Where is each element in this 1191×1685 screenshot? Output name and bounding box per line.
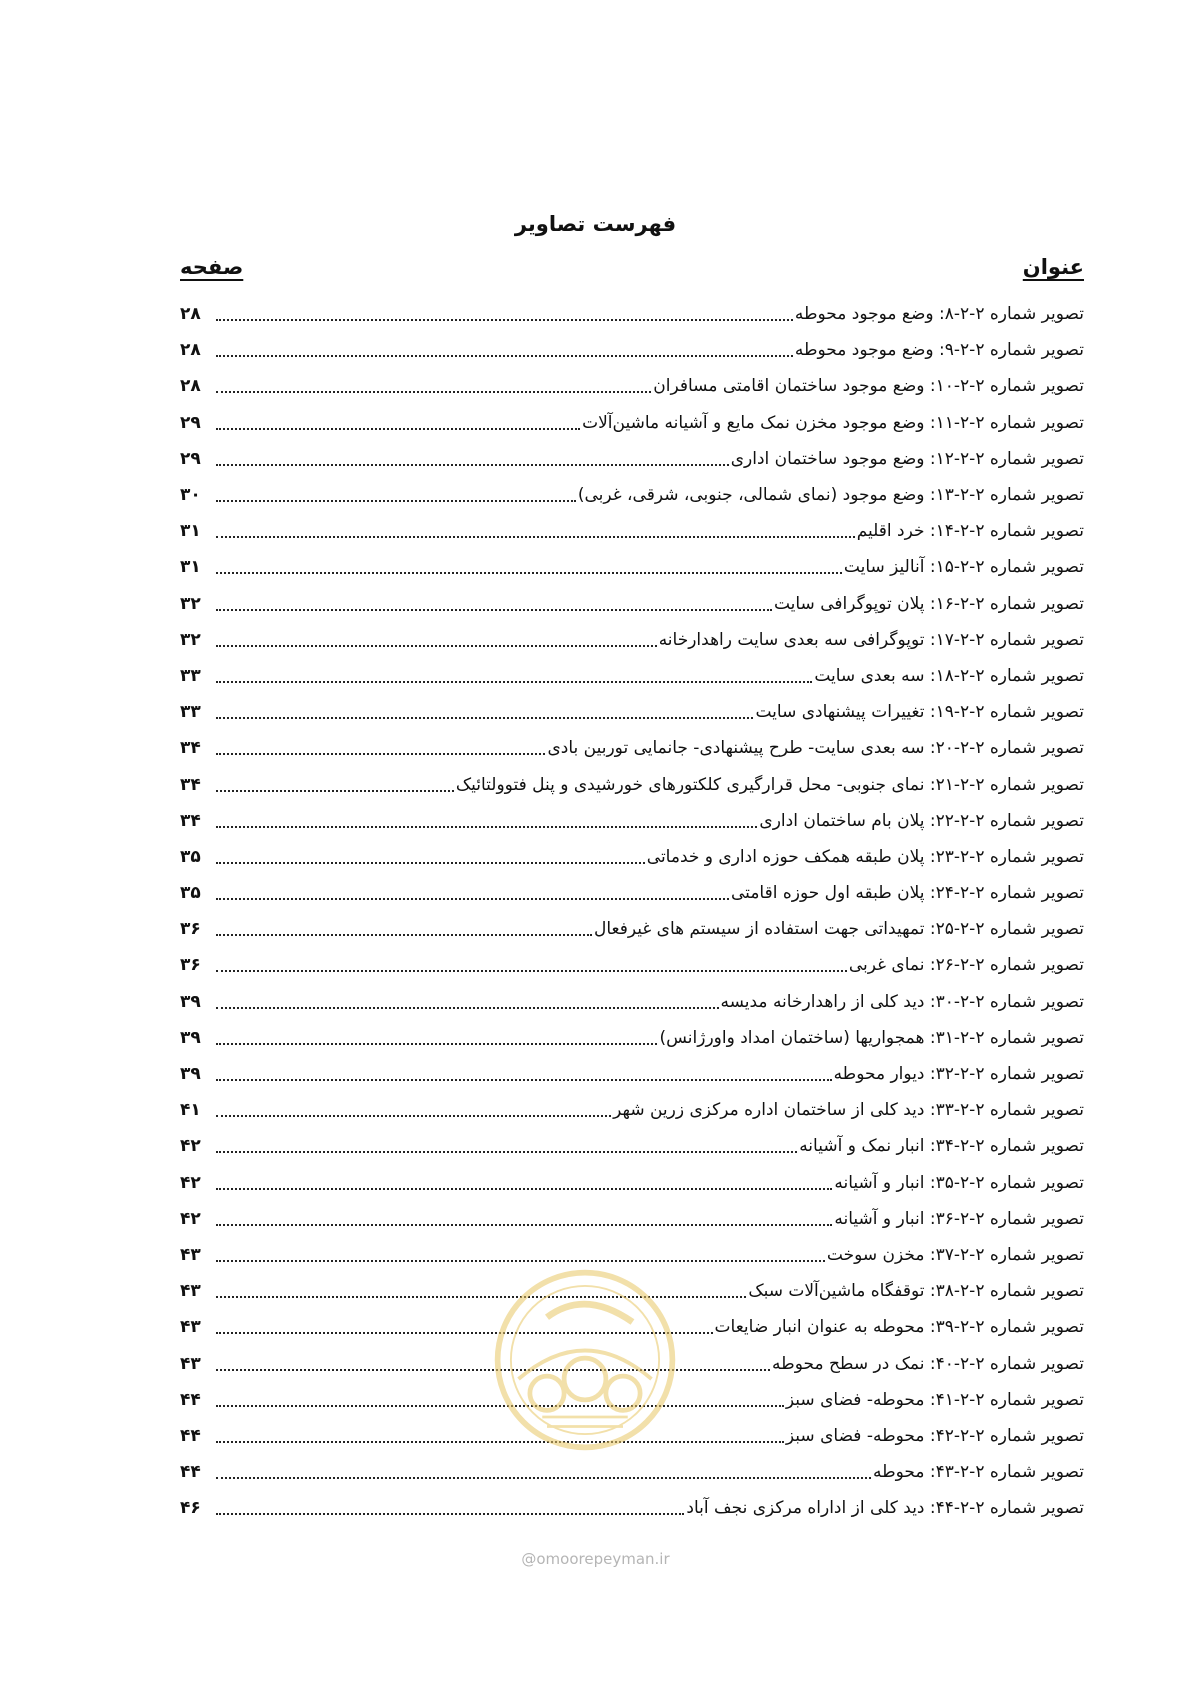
toc-row[interactable] bbox=[180, 875, 1084, 911]
toc-page-number: ۳۴ bbox=[180, 774, 201, 795]
toc-page-number: ۳۵ bbox=[180, 846, 201, 867]
toc-entry-label: تصویر شماره ۲-۲-۹: وضع موجود محوطه bbox=[794, 340, 1084, 361]
dot-leader bbox=[216, 518, 855, 538]
toc-entry-label: تصویر شماره ۲-۲-۱۱: وضع موجود مخزن نمک مایع و آشیانه ماشین‌آلات bbox=[582, 412, 1084, 433]
page-title: فهرست تصاویر bbox=[514, 212, 677, 236]
toc-row[interactable] bbox=[180, 1056, 1084, 1092]
toc-page-number: ۲۸ bbox=[180, 340, 201, 361]
toc-row[interactable] bbox=[180, 513, 1084, 549]
toc-entry-label: تصویر شماره ۲-۲-۴۱: محوطه- فضای سبز bbox=[785, 1389, 1084, 1410]
dot-leader bbox=[216, 989, 719, 1009]
toc-entry-label: تصویر شماره ۲-۲-۳۲: دیوار محوطه bbox=[833, 1064, 1084, 1085]
toc-entry-label: تصویر شماره ۲-۲-۱۷: توپوگرافی سه بعدی سایت راهدارخانه bbox=[658, 629, 1084, 650]
toc-page-number: ۳۰ bbox=[180, 485, 201, 506]
toc-row[interactable] bbox=[180, 405, 1084, 441]
dot-leader bbox=[216, 591, 772, 611]
toc-entry-label: تصویر شماره ۲-۲-۱۲: وضع موجود ساختمان اداری bbox=[730, 448, 1084, 469]
toc-page-number: ۴۶ bbox=[180, 1498, 201, 1519]
toc-page-number: ۴۲ bbox=[180, 1136, 201, 1157]
toc-page-number: ۳۱ bbox=[180, 521, 201, 542]
toc-row[interactable] bbox=[180, 1201, 1084, 1237]
toc-page-number: ۳۹ bbox=[180, 1064, 201, 1085]
toc-row[interactable] bbox=[180, 1454, 1084, 1490]
toc-page-number: ۲۸ bbox=[180, 304, 201, 325]
toc-row[interactable] bbox=[180, 694, 1084, 730]
toc-entry-label: تصویر شماره ۲-۲-۲۲: پلان بام ساختمان اداری bbox=[759, 810, 1084, 831]
toc-entry-label: تصویر شماره ۲-۲-۱۵: آنالیز سایت bbox=[843, 557, 1084, 578]
dot-leader bbox=[216, 1242, 825, 1262]
toc-page-number: ۳۱ bbox=[180, 557, 201, 578]
toc-entry-label: تصویر شماره ۲-۲-۸: وضع موجود محوطه bbox=[794, 304, 1084, 325]
dot-leader bbox=[216, 337, 793, 357]
toc-page-number: ۴۱ bbox=[180, 1100, 201, 1121]
dot-leader bbox=[216, 482, 576, 502]
toc-row[interactable] bbox=[180, 1020, 1084, 1056]
toc-page-number: ۳۲ bbox=[180, 593, 201, 614]
dot-leader bbox=[216, 446, 729, 466]
toc-page-number: ۴۲ bbox=[180, 1172, 201, 1193]
dot-leader bbox=[216, 410, 580, 430]
toc-row[interactable] bbox=[180, 803, 1084, 839]
dot-leader bbox=[216, 1133, 797, 1153]
toc-row[interactable] bbox=[180, 839, 1084, 875]
toc-page-number: ۴۳ bbox=[180, 1244, 201, 1265]
toc-entry-label: تصویر شماره ۲-۲-۲۴: پلان طبقه اول حوزه اقامتی bbox=[731, 883, 1084, 904]
toc-page-number: ۳۳ bbox=[180, 665, 201, 686]
toc-entry-label: تصویر شماره ۲-۲-۳۳: دید کلی از ساختمان اداره مرکزی زرین شهر bbox=[613, 1100, 1084, 1121]
toc-entry-label: تصویر شماره ۲-۲-۳۵: انبار و آشیانه bbox=[834, 1172, 1084, 1193]
toc-row[interactable] bbox=[180, 441, 1084, 477]
dot-leader bbox=[216, 772, 454, 792]
toc-page-number: ۳۴ bbox=[180, 810, 201, 831]
toc-row[interactable] bbox=[180, 1092, 1084, 1128]
toc-page-number: ۴۲ bbox=[180, 1208, 201, 1229]
toc-row[interactable] bbox=[180, 658, 1084, 694]
toc-entry-label: تصویر شماره ۲-۲-۴۰: نمک در سطح محوطه bbox=[772, 1353, 1084, 1374]
toc-entry-label: تصویر شماره ۲-۲-۲۵: تمهیداتی جهت استفاده از سیستم های غیرفعال bbox=[593, 919, 1084, 940]
toc-entry-label: تصویر شماره ۲-۲-۲۰: سه بعدی سایت- طرح پیشنهادی- جانمایی توربین بادی bbox=[547, 738, 1084, 759]
toc-row[interactable] bbox=[180, 766, 1084, 802]
toc-page-number: ۳۹ bbox=[180, 1027, 201, 1048]
toc-entry-label: تصویر شماره ۲-۲-۲۱: نمای جنوبی- محل قرارگیری کلکتورهای خورشیدی و پنل فتوولتائیک bbox=[455, 774, 1084, 795]
toc-entry-label: تصویر شماره ۲-۲-۱۴: خرد اقلیم bbox=[856, 521, 1084, 542]
toc-page-number: ۴۳ bbox=[180, 1317, 201, 1338]
dot-leader bbox=[216, 916, 592, 936]
dot-leader bbox=[216, 735, 545, 755]
watermark-site-text: @omoorepeyman.ir bbox=[521, 1550, 670, 1568]
toc-entry-label: تصویر شماره ۲-۲-۱۳: وضع موجود (نمای شمالی، جنوبی، شرقی، غربی) bbox=[577, 485, 1084, 506]
toc-entry-label: تصویر شماره ۲-۲-۳۸: توقفگاه ماشین‌آلات سبک bbox=[748, 1281, 1084, 1302]
dot-leader bbox=[216, 1061, 832, 1081]
dot-leader bbox=[216, 1495, 684, 1515]
toc-row[interactable] bbox=[180, 1165, 1084, 1201]
gear-seal-logo-icon bbox=[490, 1265, 680, 1455]
toc-row[interactable] bbox=[180, 586, 1084, 622]
toc-entry-label: تصویر شماره ۲-۲-۴۳: محوطه bbox=[872, 1462, 1084, 1483]
toc-row[interactable] bbox=[180, 549, 1084, 585]
dot-leader bbox=[216, 301, 793, 321]
toc-page-number: ۴۴ bbox=[180, 1462, 201, 1483]
toc-row[interactable] bbox=[180, 622, 1084, 658]
toc-page-number: ۲۹ bbox=[180, 448, 201, 469]
toc-row[interactable] bbox=[180, 984, 1084, 1020]
toc-row[interactable] bbox=[180, 1128, 1084, 1164]
column-header-page: صفحه bbox=[180, 255, 244, 279]
toc-row[interactable] bbox=[180, 332, 1084, 368]
toc-page-number: ۳۶ bbox=[180, 955, 201, 976]
dot-leader bbox=[216, 1459, 871, 1479]
dot-leader bbox=[216, 663, 812, 683]
toc-row[interactable] bbox=[180, 1490, 1084, 1526]
toc-entry-label: تصویر شماره ۲-۲-۱۹: تغییرات پیشنهادی سایت bbox=[755, 702, 1084, 723]
toc-page-number: ۳۶ bbox=[180, 919, 201, 940]
toc-entry-label: تصویر شماره ۲-۲-۲۶: نمای غربی bbox=[848, 955, 1084, 976]
toc-page-number: ۲۸ bbox=[180, 376, 201, 397]
toc-page-number: ۳۹ bbox=[180, 991, 201, 1012]
dot-leader bbox=[216, 880, 729, 900]
dot-leader bbox=[216, 1170, 832, 1190]
toc-entry-label: تصویر شماره ۲-۲-۱۸: سه بعدی سایت bbox=[814, 665, 1084, 686]
toc-row[interactable] bbox=[180, 477, 1084, 513]
column-header-title: عنوان bbox=[1022, 255, 1084, 279]
dot-leader bbox=[216, 1206, 832, 1226]
toc-row[interactable] bbox=[180, 911, 1084, 947]
dot-leader bbox=[216, 808, 757, 828]
toc-entry-label: تصویر شماره ۲-۲-۱۰: وضع موجود ساختمان اقامتی مسافران bbox=[653, 376, 1084, 397]
toc-row[interactable] bbox=[180, 296, 1084, 332]
dot-leader bbox=[216, 844, 645, 864]
toc-page-number: ۴۴ bbox=[180, 1389, 201, 1410]
toc-entry-label: تصویر شماره ۲-۲-۳۶: انبار و آشیانه bbox=[834, 1208, 1084, 1229]
toc-entry-label: تصویر شماره ۲-۲-۳۹: محوطه به عنوان انبار ضایعات bbox=[714, 1317, 1084, 1338]
toc-page-number: ۳۳ bbox=[180, 702, 201, 723]
toc-entry-label: تصویر شماره ۲-۲-۳۴: انبار نمک و آشیانه bbox=[799, 1136, 1084, 1157]
toc-page-number: ۳۴ bbox=[180, 738, 201, 759]
toc-row[interactable] bbox=[180, 368, 1084, 404]
toc-entry-label: تصویر شماره ۲-۲-۱۶: پلان توپوگرافی سایت bbox=[773, 593, 1084, 614]
dot-leader bbox=[216, 699, 753, 719]
toc-entry-label: تصویر شماره ۲-۲-۳۷: مخزن سوخت bbox=[826, 1244, 1084, 1265]
toc-row[interactable] bbox=[180, 730, 1084, 766]
toc-entry-label: تصویر شماره ۲-۲-۳۱: همجواریها (ساختمان امداد واورژانس) bbox=[659, 1027, 1084, 1048]
toc-page-number: ۳۲ bbox=[180, 629, 201, 650]
toc-page-number: ۲۹ bbox=[180, 412, 201, 433]
toc-entry-label: تصویر شماره ۲-۲-۳۰: دید کلی از راهدارخانه مدیسه bbox=[720, 991, 1084, 1012]
dot-leader bbox=[216, 1025, 657, 1045]
dot-leader bbox=[216, 1097, 611, 1117]
toc-entry-label: تصویر شماره ۲-۲-۴۲: محوطه- فضای سبز bbox=[785, 1425, 1084, 1446]
toc-page-number: ۴۳ bbox=[180, 1281, 201, 1302]
dot-leader bbox=[216, 627, 657, 647]
dot-leader bbox=[216, 952, 847, 972]
dot-leader bbox=[216, 554, 842, 574]
toc-page-number: ۴۳ bbox=[180, 1353, 201, 1374]
toc-entry-label: تصویر شماره ۲-۲-۲۳: پلان طبقه همکف حوزه اداری و خدماتی bbox=[646, 846, 1084, 867]
toc-page-number: ۴۴ bbox=[180, 1425, 201, 1446]
dot-leader bbox=[216, 373, 651, 393]
toc-row[interactable] bbox=[180, 947, 1084, 983]
toc-page-number: ۳۵ bbox=[180, 883, 201, 904]
toc-entry-label: تصویر شماره ۲-۲-۴۴: دید کلی از اداراه مرکزی نجف آباد bbox=[686, 1498, 1084, 1519]
